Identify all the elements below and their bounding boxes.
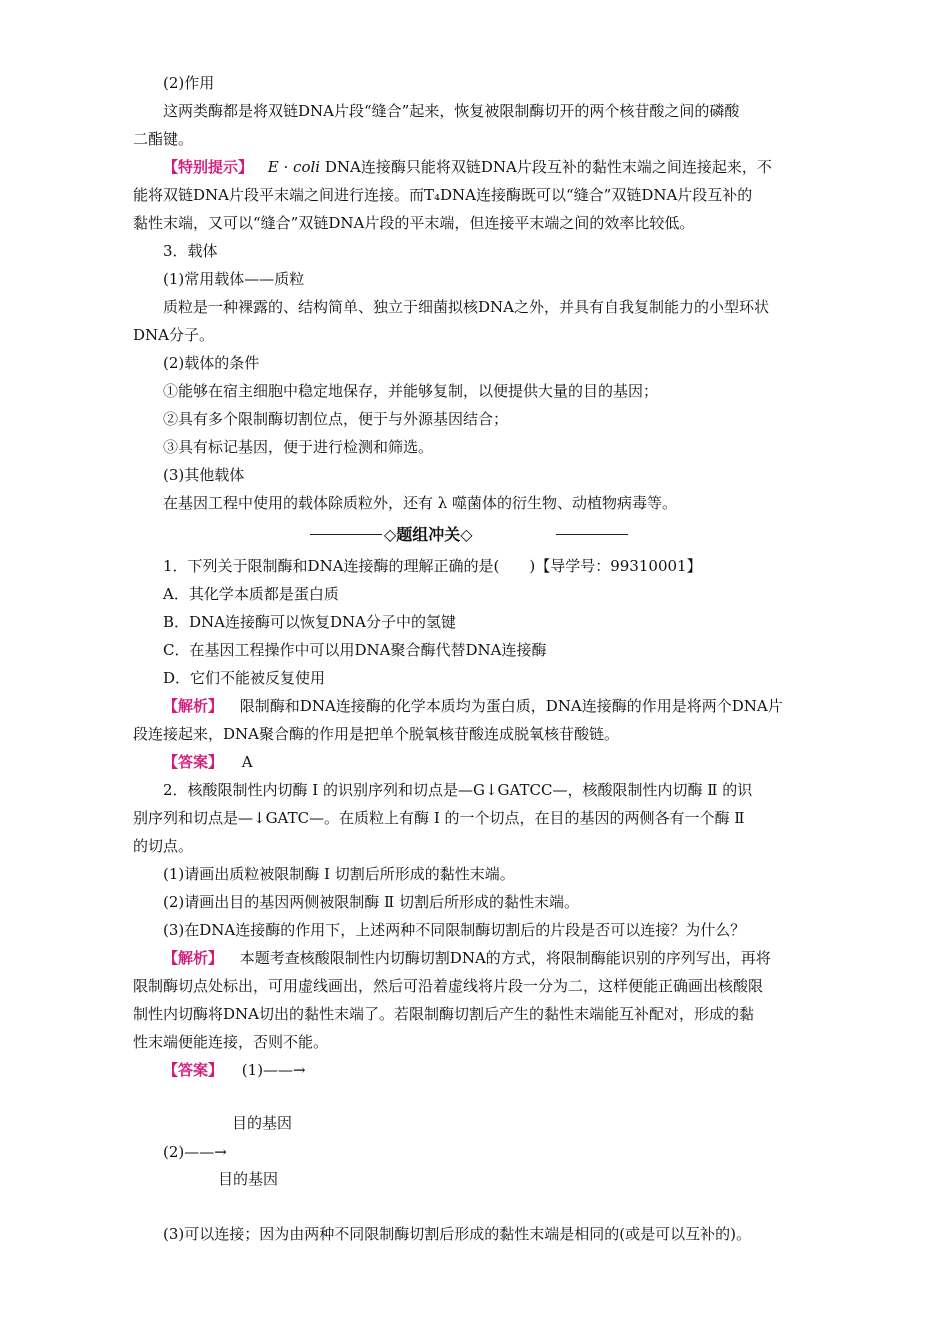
- section-title: ◇题组冲关◇: [384, 525, 473, 544]
- text-line: (2)作用: [163, 74, 215, 92]
- answer-line: [163, 752, 253, 772]
- text-line: ②具有多个限制酶切割位点，便于与外源基因结合；: [163, 410, 509, 428]
- answer-value: A: [241, 753, 253, 771]
- text-line: 在基因工程中使用的载体除质粒外，还有 λ 噬菌体的衍生物、动植物病毒等。: [163, 494, 678, 512]
- analysis-line: [163, 696, 783, 716]
- question-line: 1．下列关于限制酶和DNA连接酶的理解正确的是( )【导学号：99310001】: [163, 557, 702, 575]
- analysis-tag: 【解析】: [163, 697, 224, 715]
- special-tip-tag: 【特别提示】: [163, 158, 254, 176]
- text-line: 性末端便能连接，否则不能。: [133, 1033, 329, 1051]
- text-line: ①能够在宿主细胞中稳定地保存，并能够复制，以便提供大量的目的基因；: [163, 382, 659, 400]
- text-span: 限制酶和DNA连接酶的化学本质均为蛋白质，DNA连接酶的作用是将两个DNA片: [239, 697, 783, 715]
- text-line: (3)其他载体: [163, 466, 245, 484]
- text-line: 限制酶切点处标出，可用虚线画出，然后可沿着虚线将片段一分为二，这样便能正确画出核酸限: [133, 977, 764, 995]
- text-line: 质粒是一种裸露的、结构简单、独立于细菌拟核DNA之外，并具有自我复制能力的小型环状: [163, 298, 769, 316]
- answer-line: [163, 1060, 306, 1080]
- divider-left: [310, 534, 382, 535]
- text-line: ③具有标记基因，便于进行检测和筛选。: [163, 438, 434, 456]
- gene-label-2: 目的基因: [218, 1170, 279, 1188]
- text-line: DNA分子。: [133, 326, 214, 344]
- text-line: 的切点。: [133, 837, 194, 855]
- text-line: 制性内切酶将DNA切出的黏性末端了。若限制酶切割后产生的黏性末端能互补配对，形成的黏: [133, 1005, 754, 1023]
- subquestion-2: (2)请画出目的基因两侧被限制酶 Ⅱ 切割后所形成的黏性末端。: [163, 893, 579, 911]
- text-line: (2)载体的条件: [163, 354, 260, 372]
- text-line: 二酯键。: [133, 130, 194, 148]
- answer-tag: 【答案】: [163, 753, 224, 771]
- option-b: B．DNA连接酶可以恢复DNA分子中的氢键: [163, 613, 456, 631]
- text-line: 这两类酶都是将双链DNA片段“缝合”起来，恢复被限制酶切开的两个核苷酸之间的磷酸: [163, 102, 740, 120]
- option-a: A．其化学本质都是蛋白质: [163, 585, 339, 603]
- special-tip-line: [163, 157, 772, 177]
- analysis-line: [163, 948, 771, 968]
- gene-label-1: 目的基因: [232, 1114, 293, 1132]
- text-line: 3．载体: [163, 242, 218, 260]
- answer-line-3: (3)可以连接；因为由两种不同限制酶切割后形成的黏性末端是相同的(或是可以互补的)。: [163, 1225, 751, 1243]
- text-line: 黏性末端，又可以“缝合”双链DNA片段的平末端，但连接平末端之间的效率比较低。: [133, 214, 695, 232]
- answer-diagram-2: (2)——→: [163, 1143, 227, 1161]
- option-c: C．在基因工程操作中可以用DNA聚合酶代替DNA连接酶: [163, 641, 547, 659]
- divider-right: [556, 534, 628, 535]
- text-line: 段连接起来，DNA聚合酶的作用是把单个脱氧核苷酸连成脱氧核苷酸链。: [133, 725, 619, 743]
- text-line: 别序列和切点是—↓GATC—。在质粒上有酶 Ⅰ 的一个切点，在目的基因的两侧各有一个酶 Ⅱ: [133, 809, 745, 827]
- answer-diagram-1: (1)——→: [241, 1061, 306, 1079]
- text-span: DNA连接酶只能将双链DNA片段互补的黏性末端之间连接起来，不: [324, 158, 772, 176]
- subquestion-3: (3)在DNA连接酶的作用下，上述两种不同限制酶切割后的片段是否可以连接？为什么？: [163, 921, 746, 939]
- option-d: D．它们不能被反复使用: [163, 669, 326, 687]
- text-line: 能将双链DNA片段平末端之间进行连接。而T₄DNA连接酶既可以“缝合”双链DNA片段互补的: [133, 186, 753, 204]
- subquestion-1: (1)请画出质粒被限制酶 Ⅰ 切割后所形成的黏性末端。: [163, 865, 515, 883]
- text-span: 本题考查核酸限制性内切酶切割DNA的方式，将限制酶能识别的序列写出，再将: [239, 949, 771, 967]
- answer-tag: 【答案】: [163, 1061, 224, 1079]
- question-line: 2．核酸限制性内切酶 Ⅰ 的识别序列和切点是—G↓GATCC—，核酸限制性内切酶 Ⅱ 的识: [163, 781, 753, 799]
- text-line: (1)常用载体——质粒: [163, 270, 305, 288]
- ecoli-italic: E · coli: [267, 158, 321, 176]
- analysis-tag: 【解析】: [163, 949, 224, 967]
